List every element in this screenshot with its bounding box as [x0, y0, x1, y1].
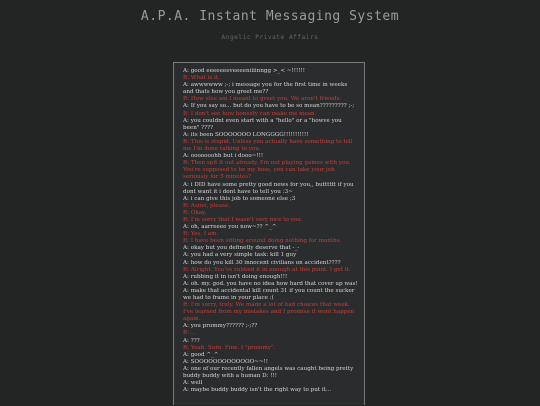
message-a: A: make that accidental kill count 31 if you count the sucker we had to frame in your place :(: [183, 287, 355, 301]
message-r: R: I'm sorry that I wasn't very nice to you.: [183, 216, 303, 223]
chat-window: [173, 62, 365, 405]
message-a: A: If you say so... but do you have to be so mean????????? ;-;: [183, 103, 355, 110]
message-a: A: you couldnt even start with a "hello" or a "howve you been" ????: [183, 117, 342, 131]
message-a: A: i DID have some pretty good news for you,, butttttt if you dont want it i dont have to tell you :3~: [183, 181, 354, 195]
message-a: A: rubbing it in isn't doing enough!!!: [183, 273, 288, 280]
message-a: A: ooooooohh but i dooo~!!!: [183, 153, 264, 160]
message-a: A: okay but you definetly deserve that -_-: [183, 245, 300, 252]
message-r: R: I have been sitting around doing nothing for months.: [183, 238, 342, 245]
message-a: A: its been SOOOOOOO LONGGGG!!!!!!!!!!!: [183, 131, 309, 138]
message-a: A: i can give this job to someone else ;3: [183, 195, 296, 202]
message-r: R: This is stupid. Unless you actually have something to tell me I'm done talking to you.: [183, 138, 353, 153]
message-a: A: good eeeeeeeveeeeniiiinngg >_< ~!!!!!!: [183, 68, 305, 74]
message-r: R: I'm sorry, truly. We made a lot of bad choices that week. I've learned from my mistakes and I promise it wont happen again.: [183, 302, 355, 323]
message-r: R: Then spit it out already. I'm not playing games with you. You're supposed to be my boss, you can take your job seriously for 5 minutes?: [183, 160, 351, 181]
message-a: A: you had a very simple task: kill 1 guy: [183, 252, 297, 259]
message-r: R: What is it.: [183, 75, 220, 82]
message-r: R: Yeah. Sure. Fine. I "prommy".: [183, 344, 276, 351]
message-r: R: Okay.: [183, 209, 207, 216]
message-a: A: well: [183, 380, 203, 387]
message-a: A: one of our recently fallen angels was caught being pretty buddy buddy with a human D: !!!: [183, 365, 354, 380]
message-r: R: How else am I meant to greet you. We aren't friends.: [183, 96, 342, 103]
message-a: A: good ^_^: [183, 351, 219, 358]
message-a: A: SOOOOOOOOOOOOO~~!!: [183, 358, 269, 365]
message-r: R: Alright. You've rubbed it in enough at this point. I get it.: [183, 266, 351, 273]
chat-log[interactable]: [183, 68, 359, 406]
message-r: R: ...: [183, 330, 197, 337]
message-r: R: Yes, I am.: [183, 231, 219, 238]
message-a: A: awwwwww ;-; i message you for the first time in weeks and thats how you greet me??: [183, 82, 348, 96]
message-a: A: maybe buddy buddy isn't the right way to put it...: [183, 387, 332, 394]
message-a: A: you prommy?????? ;-;??: [183, 323, 258, 330]
message-a: A: how do you kill 30 innocent civilians on accident????: [183, 259, 341, 266]
message-a: A: ???: [183, 337, 200, 344]
message-a: A: oh. my. god. you have no idea how hard that cover up was!: [183, 280, 358, 287]
page-title: A.P.A. Instant Messaging System: [140, 9, 400, 24]
page-subtitle: Angelic Private Affairs: [221, 34, 319, 41]
message-r: R: I don't see how honesty can make me mean.: [183, 110, 317, 117]
message-r: R: Asmo, please.: [183, 202, 230, 209]
message-a: A: oh, aarreeee you now~?? ^_^: [183, 224, 277, 231]
